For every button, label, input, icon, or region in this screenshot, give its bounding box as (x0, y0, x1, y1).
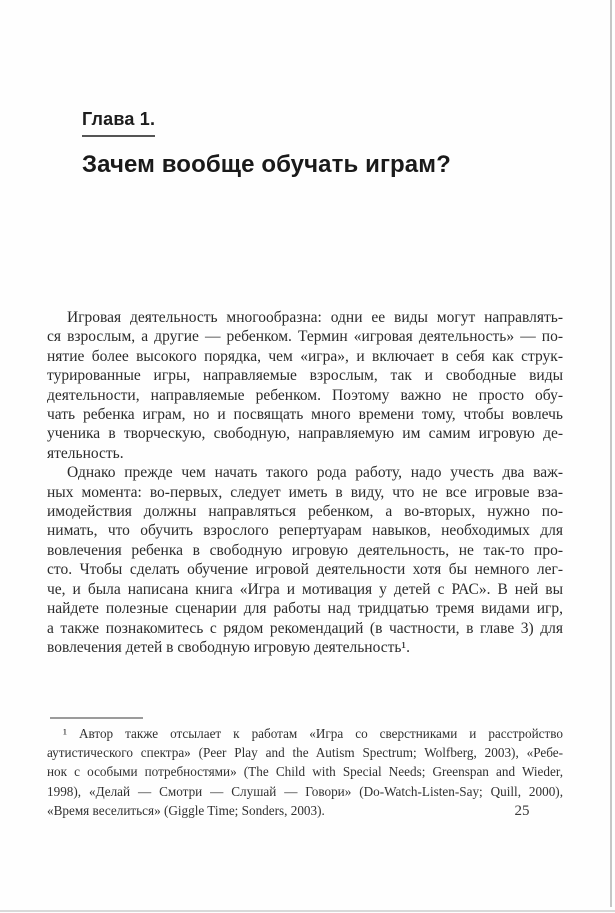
text-line: нок с особыми потребностями» (The Child with Special Needs; Greenspan and Wieder, (47, 764, 563, 780)
text-line: сто. Чтобы сделать обучение игровой деятельности хотя бы немного лег- (47, 561, 563, 579)
footnote-separator (50, 717, 143, 719)
text-line: Игровая деятельность многообразна: одни ее виды могут направлять- (67, 309, 563, 326)
text-line: нятие более высокого порядка, чем «игра», и включает в себя как струк- (47, 347, 563, 365)
text-line: ся взрослым, а другие — ребенком. Термин «игровая деятельность» — по- (47, 328, 563, 346)
text-line: ¹ Автор также отсылает к работам «Игра со сверстниками и расстройство (63, 726, 563, 741)
text-line: аутистического спектра» (Peer Play and the Autism Spectrum; Wolfberg, 2003), «Ребе- (47, 745, 563, 761)
text-line: чать ребенка играм, но и посвящать много времени тому, чтобы вовлечь (47, 406, 563, 424)
body-text (47, 308, 563, 657)
page-edge-bottom (0, 910, 615, 912)
paragraph (47, 463, 563, 657)
text-line: имодействия должны направляться ребенком, а во-вторых, нужно по- (47, 503, 563, 521)
text-line: а также познакомитесь с рядом рекомендаций (в частности, в главе 3) для (47, 619, 563, 637)
text-line: вовлечения ребенка в свободную игровую деятельность, не так-то про- (47, 541, 563, 559)
text-line: ятельность. (47, 444, 124, 462)
text-line: Однако прежде чем начать такого рода работу, надо учесть два важ- (67, 464, 563, 482)
chapter-label: Глава 1. (82, 109, 155, 137)
text-line: вовлечения детей в свободную игровую деятельность¹. (47, 638, 410, 656)
footnote (47, 724, 563, 820)
text-line: ных момента: во-первых, следует иметь в виду, что не все игровые вза- (47, 483, 563, 501)
text-line: турированные игры, направляемые взрослым, так и свободные виды (47, 367, 563, 385)
page-number: 25 (514, 803, 530, 819)
text-line: «Время веселиться» (Giggle Time; Sonders, 2003). (47, 802, 325, 818)
text-line: нимать, что обучить взрослого репертуарам навыков, необходимых для (47, 522, 563, 540)
text-line: 1998), «Делай — Смотри — Слушай — Говори» (Do-Watch-Listen-Say; Quill, 2000), (47, 783, 563, 799)
text-line: че, и была написана книга «Игра и мотивация у детей с РАС». В ней вы (47, 580, 563, 598)
chapter-title: Зачем вообще обучать играм? (82, 151, 451, 178)
text-line: найдете полезные сценарии для работы над тридцатью тремя видами игр, (47, 600, 563, 618)
page-edge-right (610, 0, 612, 907)
text-line: деятельности, направляемые ребенком. Поэтому важно не просто обу- (47, 386, 563, 404)
text-line: ученика в творческую, свободную, направляемую им самим игровую де- (47, 425, 563, 443)
paragraph (47, 308, 563, 463)
